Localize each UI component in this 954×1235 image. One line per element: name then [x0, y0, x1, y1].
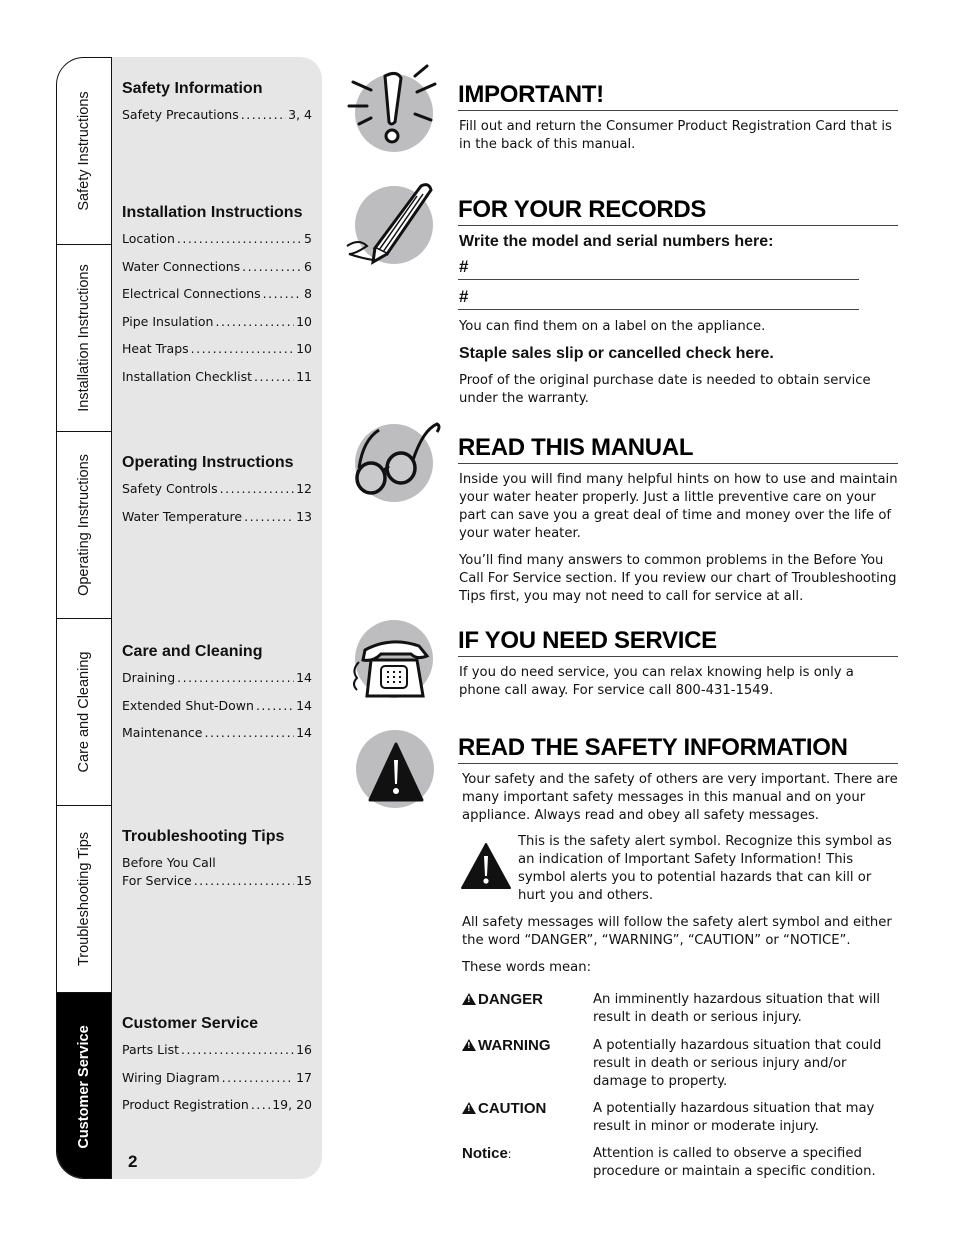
warning-triangle-icon	[462, 993, 476, 1005]
tab-customer-service[interactable]	[57, 993, 111, 1179]
section-title: READ THE SAFETY INFORMATION	[458, 734, 898, 764]
toc-entry[interactable]	[122, 259, 312, 287]
pencil-icon	[355, 186, 433, 264]
toc-entry[interactable]	[122, 1097, 312, 1125]
toc-entry-line[interactable]	[122, 855, 312, 873]
signal-word-description: A potentially hazardous situation that could result in death or serious injury and/or damage to property.	[593, 1038, 882, 1089]
toc-entry-title: For Service	[122, 873, 192, 888]
tab-label: Operating Instructions	[76, 454, 92, 596]
toc-entry-page: 19, 20	[272, 1097, 312, 1112]
signal-word-description: An imminently hazardous situation that will result in death or serious injury.	[593, 992, 881, 1025]
section-tabs	[56, 57, 112, 1179]
glasses-icon	[355, 424, 433, 502]
signal-word-label	[462, 991, 593, 1027]
label-note: You can find them on a label on the appliance.	[459, 319, 766, 334]
toc-entry[interactable]	[122, 698, 312, 726]
toc-entry-page: 14	[296, 697, 312, 713]
toc-heading: Customer Service	[122, 1015, 259, 1032]
signal-word-danger	[462, 991, 898, 1027]
warning-triangle-icon	[462, 1039, 476, 1051]
toc-entry[interactable]	[122, 1042, 312, 1070]
service-text: If you do need service, you can relax knowing help is only a phone call away. For service call 800-431-1549.	[459, 665, 854, 698]
signal-word-label	[462, 1145, 593, 1181]
signal-word-text: DANGER	[478, 991, 544, 1008]
safety-paragraph-3: These words mean:	[462, 960, 592, 975]
toc-entry-title: Before You Call	[122, 855, 216, 870]
page-number: 2	[128, 1152, 138, 1171]
toc-entry-page: 10	[296, 313, 312, 329]
signal-word-text: Notice	[462, 1145, 508, 1162]
toc-entry-page: 17	[296, 1069, 312, 1085]
toc-entry-page: 8	[304, 286, 312, 301]
table-of-contents	[112, 57, 322, 1179]
tab-label: Customer Service	[76, 1024, 92, 1149]
toc-entry-title: Draining	[122, 670, 176, 685]
tab-safety-instructions[interactable]	[57, 58, 111, 245]
section-title: READ THIS MANUAL	[458, 434, 898, 464]
signal-word-text: CAUTION	[478, 1100, 547, 1117]
important-text: Fill out and return the Consumer Product Registration Card that is in the back of this manual.	[459, 119, 892, 152]
notice-colon: :	[507, 1147, 512, 1161]
toc-entry-title: Safety Controls	[122, 481, 218, 496]
toc-entry-title: Installation Checklist	[122, 368, 253, 384]
tab-label: Installation Instructions	[76, 264, 92, 412]
proof-text: Proof of the original purchase date is needed to obtain service under the warranty.	[459, 373, 871, 406]
section-title: FOR YOUR RECORDS	[458, 196, 898, 226]
safety-alert-text: This is the safety alert symbol. Recognize this symbol as an indication of Important Safety Information! This symbol alerts you to potential hazards that can kill or hurt you and others.	[518, 834, 892, 903]
signal-word-text: WARNING	[478, 1037, 551, 1054]
toc-heading: Installation Instructions	[122, 204, 303, 221]
toc-entry-title: Wiring Diagram	[122, 1069, 220, 1085]
toc-section-care	[122, 643, 312, 753]
toc-heading: Troubleshooting Tips	[122, 828, 285, 845]
safety-paragraph-2: All safety messages will follow the safety alert symbol and either the word “DANGER”, “WARNING”, “CAUTION” or “NOTICE”.	[462, 915, 892, 948]
toc-entry[interactable]	[122, 314, 312, 342]
toc-entry[interactable]	[122, 725, 312, 753]
exclamation-icon	[355, 74, 433, 152]
toc-entry-page: 12	[296, 481, 312, 496]
toc-entry[interactable]	[122, 670, 312, 698]
warning-triangle-icon	[356, 730, 434, 808]
toc-entry-page: 5	[304, 231, 312, 246]
manual-paragraph-1: Inside you will find many helpful hints on how to use and maintain your water heater properly. Just a little preventive care on your part can save you a great deal of time and money over the life of your water heater.	[459, 472, 898, 541]
signal-word-notice	[462, 1145, 898, 1181]
signal-word-description: A potentially hazardous situation that may result in minor or moderate injury.	[593, 1101, 875, 1134]
tab-care-and-cleaning[interactable]	[57, 619, 111, 806]
toc-section-operating	[122, 454, 312, 536]
safety-alert-symbol-icon	[460, 840, 510, 892]
toc-entry-title: Water Temperature	[122, 508, 243, 524]
toc-entry-title: Location	[122, 231, 175, 246]
toc-entry-page: 14	[296, 725, 312, 740]
toc-entry[interactable]	[122, 286, 312, 314]
toc-entry[interactable]	[122, 873, 312, 901]
toc-entry[interactable]	[122, 1070, 312, 1098]
tab-label: Troubleshooting Tips	[76, 831, 92, 967]
manual-section	[458, 434, 898, 615]
toc-entry-page: 14	[296, 670, 312, 685]
toc-entry-title: Product Registration	[122, 1097, 249, 1112]
toc-entry-title: Safety Precautions	[122, 107, 239, 122]
toc-entry[interactable]	[122, 369, 312, 397]
toc-entry-page: 10	[296, 341, 312, 356]
tab-troubleshooting-tips[interactable]	[57, 806, 111, 993]
toc-entry[interactable]	[122, 481, 312, 509]
records-subhead: Write the model and serial numbers here:	[459, 233, 774, 250]
toc-entry-title: Electrical Connections	[122, 286, 261, 301]
toc-entry-title: Water Connections	[122, 258, 241, 274]
tab-label: Safety Instructions	[76, 91, 92, 211]
toc-heading: Care and Cleaning	[122, 643, 263, 660]
toc-entry-title: Heat Traps	[122, 341, 189, 356]
signal-word-label	[462, 1037, 593, 1091]
section-title: IMPORTANT!	[458, 81, 898, 111]
toc-entry-page: 15	[296, 873, 312, 888]
safety-info-section	[458, 734, 898, 834]
toc-section-troubleshooting	[122, 828, 312, 901]
toc-entry-title: Pipe Insulation	[122, 313, 214, 329]
signal-word-warning	[462, 1037, 898, 1091]
model-number-field[interactable]: #	[458, 257, 859, 280]
toc-entry-page: 13	[296, 508, 312, 524]
telephone-icon	[355, 620, 433, 698]
manual-paragraph-2: You’ll find many answers to common problems in the Before You Call For Service section. If you review our chart of Troubleshooting Tips first, you may not need to call for service at all.	[459, 553, 897, 604]
service-section	[458, 627, 898, 709]
signal-word-description: Attention is called to observe a specified procedure or maintain a specific condition.	[593, 1146, 876, 1179]
warning-triangle-icon	[462, 1102, 476, 1114]
toc-entry-page: 3, 4	[288, 107, 312, 122]
section-title: IF YOU NEED SERVICE	[458, 627, 898, 657]
toc-entry[interactable]	[122, 231, 312, 259]
tab-installation-instructions[interactable]	[57, 245, 111, 432]
toc-entry[interactable]	[122, 341, 312, 369]
toc-entry[interactable]	[122, 509, 312, 537]
records-section	[458, 196, 898, 417]
toc-heading: Safety Information	[122, 80, 263, 97]
toc-entry-title: Maintenance	[122, 725, 203, 740]
toc-entry-page: 16	[296, 1042, 312, 1057]
toc-section-safety	[122, 80, 312, 135]
signal-word-caution	[462, 1100, 898, 1136]
serial-number-field[interactable]: #	[458, 287, 859, 310]
staple-heading: Staple sales slip or cancelled check here.	[459, 345, 774, 362]
tab-label: Care and Cleaning	[76, 651, 92, 773]
safety-paragraph-1: Your safety and the safety of others are very important. There are many important safety messages in this manual and on your appliance. Always read and obey all safety messages.	[462, 772, 898, 823]
toc-heading: Operating Instructions	[122, 454, 294, 471]
toc-entry-page: 11	[296, 368, 312, 384]
toc-entry-title: Parts List	[122, 1042, 180, 1057]
toc-section-customer	[122, 1015, 312, 1125]
toc-section-installation	[122, 204, 312, 396]
important-section	[458, 81, 898, 163]
signal-word-label	[462, 1100, 593, 1136]
toc-entry-page: 6	[304, 258, 312, 274]
tab-operating-instructions[interactable]	[57, 432, 111, 619]
toc-entry-title: Extended Shut-Down	[122, 697, 254, 713]
toc-entry[interactable]	[122, 107, 312, 135]
